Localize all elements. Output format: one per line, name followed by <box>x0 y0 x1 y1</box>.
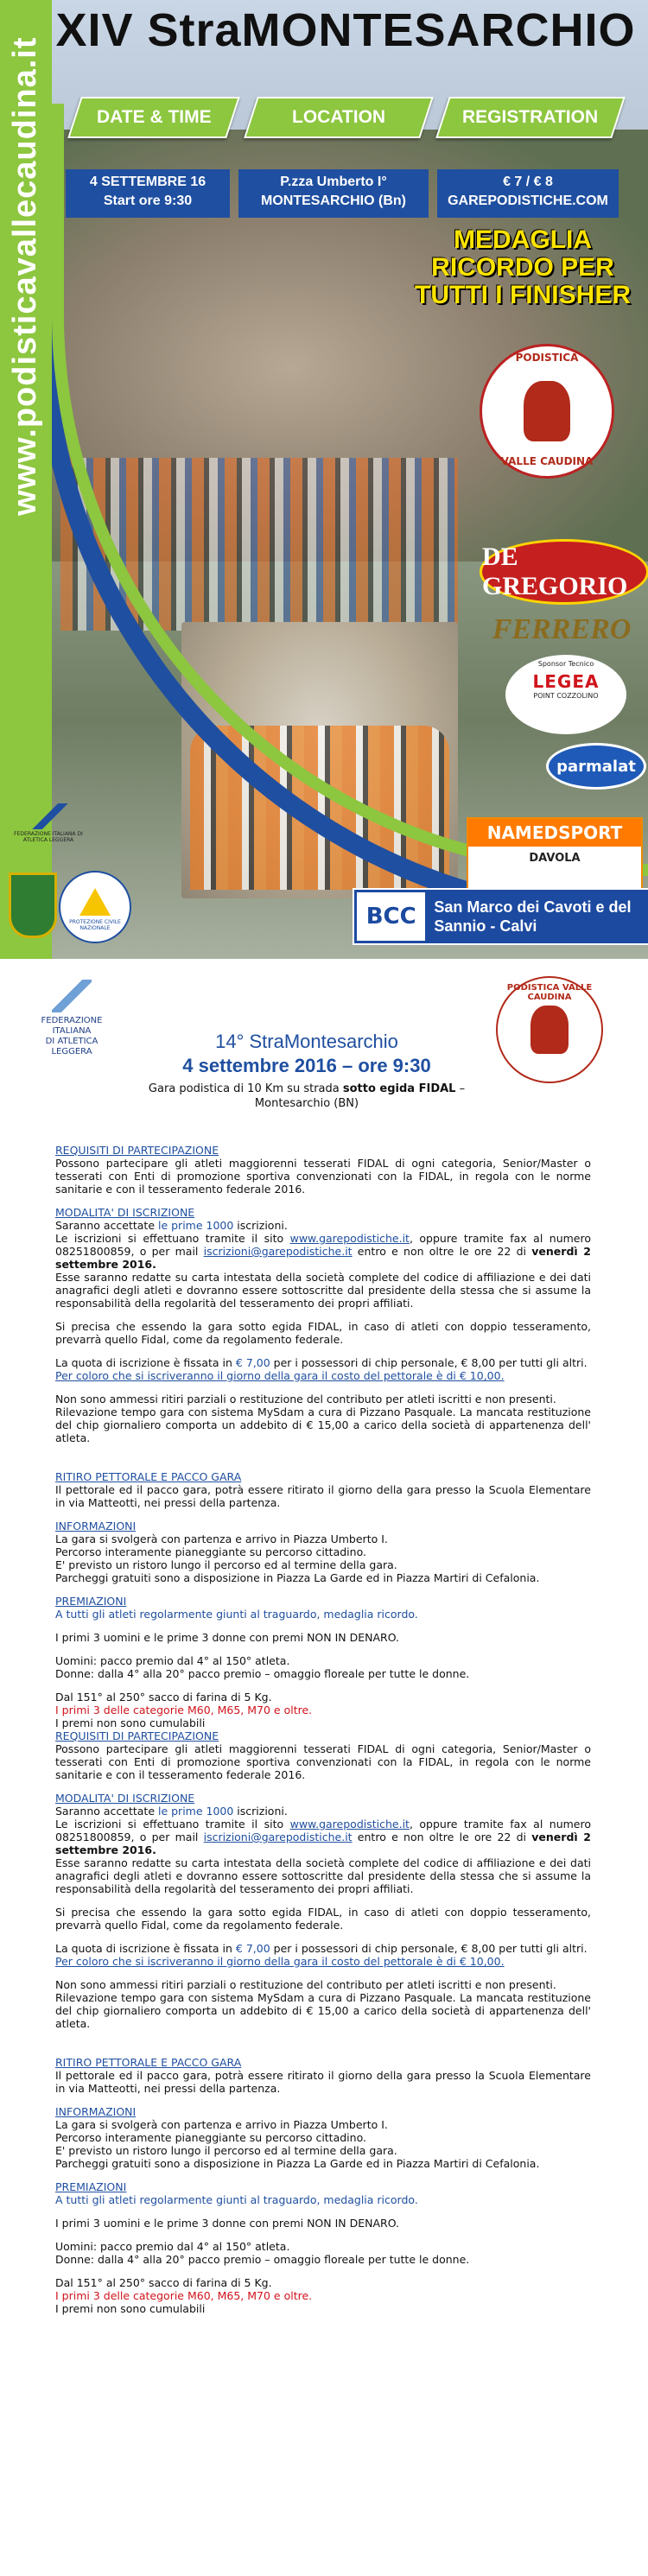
municipality-crest-icon <box>9 872 57 938</box>
fidal-mark-icon <box>52 980 92 1012</box>
sponsor-namedsport-logo: NAMEDSPORT DAVOLA <box>467 817 643 895</box>
location-info-box: P.zza Umberto I° MONTESARCHIO (Bn) <box>238 169 429 218</box>
fidal-mark-icon <box>28 803 69 829</box>
medal-banner: MEDAGLIA RICORDO PER TUTTI I FINISHER <box>415 225 631 309</box>
bcc-logo: BCC <box>357 892 425 941</box>
heading-premiazioni: PREMIAZIONI <box>55 1595 127 1608</box>
protezione-civile-logo: PROTEZIONE CIVILE NAZIONALE <box>59 871 131 943</box>
heading-premiazioni: PREMIAZIONI <box>55 2180 127 2193</box>
website-vertical-text: www.podisticavallecaudina.it <box>7 36 43 517</box>
heading-ritiro: RITIRO PETTORALE E PACCO GARA <box>55 2056 242 2069</box>
sponsor-parmalat-logo: parmalat <box>546 743 646 790</box>
bcc-text: San Marco dei Cavoti e del Sannio - Calvi <box>434 898 632 935</box>
sponsor-legea-logo: Sponsor Tecnico LEGEA POINT COZZOLINO <box>505 655 626 734</box>
document-subtitle: Gara podistica di 10 Km su strada sotto egida FIDAL – Montesarchio (BN) <box>148 1082 466 1110</box>
document-body <box>55 1144 591 2315</box>
mail-link[interactable]: iscrizioni@garepodistiche.it <box>203 1830 353 1843</box>
heading-informazioni: INFORMAZIONI <box>55 1520 137 1532</box>
protezione-triangle-icon <box>79 888 111 916</box>
sponsor-degregorio-logo: DE GREGORIO <box>480 539 648 605</box>
fidal-logo: FEDERAZIONE ITALIANA DI ATLETICA LEGGERA <box>24 980 119 1049</box>
mail-link[interactable]: iscrizioni@garepodistiche.it <box>203 1245 353 1258</box>
document-title: 14° StraMontesarchio 4 settembre 2016 – ore 9:30 <box>182 1031 431 1076</box>
heading-informazioni: INFORMAZIONI <box>55 2105 137 2118</box>
sponsor-bcc-banner <box>353 888 648 945</box>
regulation-block: REQUISITI DI PARTECIPAZIONE Possono partecipare gli atleti maggiorenni tesserati FIDAL di ogni categoria, Senior/Master o tesserati con Enti di promozione sportiva convenzionati con la FIDAL, in regola con le norme sanitarie e con il tesseramento federale 2016. MODALITA' DI ISCRIZIONE Saranno accettate le prime 1000 iscrizioni. Le iscrizioni si effettuano tramite il sito www.garepodistiche.it, oppure tramite fax al numero 08251800859, o per mail iscrizioni@garepodistiche.it entro e non oltre le ore 22 di venerdì 2 settembre 2016. Esse saranno redatte su carta intestata della società complete del codice di affiliazione e dei dati anagrafici degli atleti e dovranno essere sottoscritte dal presidente della stessa che si assume la responsabilità della regolarità del tesseramento dei propri affiliati. Si precisa che essendo la gara sotto egida FIDAL, in caso di atleti con doppio tesseramento, prevarrà quello Fidal, come da regolamento federale. La quota di iscrizione è fissata in € 7,00 per i possessori di chip personale, € 8,00 per tutti gli altri. Per coloro che si iscriveranno il giorno della gara il costo del pettorale è di € 10,00. Non sono ammessi ritiri parziali o restituzione del contributo per atleti iscritti e non presenti. Rilevazione tempo gara con sistema MySdam a cura di Pizzano Pasquale. La mancata restituzione del chip giornaliero comporta un addebito di € 15,00 a carico della società di appartenenza dell' atleta. RITIRO PETTORALE E PACCO GARA Il pettorale ed il pacco gara, potrà essere ritirato il giorno della gara presso la Scuola Elementare in via Matteotti, nei pressi della partenza. INFORMAZIONI La gara si svolgerà con partenza e arrivo in Piazza Umberto I. Percorso interamente pianeggiante su percorso cittadino. E' previsto un ristoro lungo il percorso ed al termine della gara. Parcheggi gratuiti sono a disposizione in Piazza La Garde ed in Piazza Martiri di Cefalonia. PREMIAZIONI A tutti gli atleti regolarmente giunti al traguardo, medaglia ricordo. I primi 3 uomini e le prime 3 donne con premi NON IN DENARO. Uomini: pacco premio dal 4° al 150° atleta. Donne: dalla 4° alla 20° pacco premio – omaggio floreale per tutte le donne. Dal 151° al 250° sacco di farina di 5 Kg. I primi 3 delle categorie M60, M65, M70 e oltre. I premi non sono cumulabili <box>55 1729 592 2315</box>
registration-info-box: € 7 / € 8 GAREPODISTICHE.COM <box>437 169 619 218</box>
tab-date-time: DATE & TIME <box>67 97 240 138</box>
fidal-logo-small: FEDERAZIONE ITALIANA DI ATLETICA LEGGERA <box>14 803 83 855</box>
club-logo: PODISTICA VALLE CAUDINA <box>480 344 614 479</box>
site-link[interactable]: www.garepodistiche.it <box>289 1232 410 1245</box>
site-link[interactable]: www.garepodistiche.it <box>289 1818 410 1830</box>
event-poster <box>0 0 648 959</box>
helmet-icon <box>530 1006 569 1054</box>
heading-modalita: MODALITA' DI ISCRIZIONE <box>55 1206 195 1219</box>
helmet-icon <box>524 381 570 441</box>
tab-registration: REGISTRATION <box>435 97 626 138</box>
club-logo-doc: PODISTICA VALLE CAUDINA <box>496 976 603 1083</box>
date-info-box: 4 SETTEMBRE 16 Start ore 9:30 <box>66 169 230 218</box>
heading-ritiro: RITIRO PETTORALE E PACCO GARA <box>55 1470 242 1483</box>
heading-requisiti: REQUISITI DI PARTECIPAZIONE <box>55 1729 219 1742</box>
sponsor-ferrero-logo: FERRERO <box>492 613 632 645</box>
regulation-block: REQUISITI DI PARTECIPAZIONE Possono partecipare gli atleti maggiorenni tesserati FIDAL di ogni categoria, Senior/Master o tesserati con Enti di promozione sportiva convenzionati con la FIDAL, in regola con le norme sanitarie e con il tesseramento federale 2016. MODALITA' DI ISCRIZIONE Saranno accettate le prime 1000 iscrizioni. Le iscrizioni si effettuano tramite il sito www.garepodistiche.it, oppure tramite fax al numero 08251800859, o per mail iscrizioni@garepodistiche.it entro e non oltre le ore 22 di venerdì 2 settembre 2016. Esse saranno redatte su carta intestata della società complete del codice di affiliazione e dei dati anagrafici degli atleti e dovranno essere sottoscritte dal presidente della stessa che si assume la responsabilità della regolarità del tesseramento dei propri affiliati. Si precisa che essendo la gara sotto egida FIDAL, in caso di atleti con doppio tesseramento, prevarrà quello Fidal, come da regolamento federale. La quota di iscrizione è fissata in € 7,00 per i possessori di chip personale, € 8,00 per tutti gli altri. Per coloro che si iscriveranno il giorno della gara il costo del pettorale è di € 10,00. Non sono ammessi ritiri parziali o restituzione del contributo per atleti iscritti e non presenti. Rilevazione tempo gara con sistema MySdam a cura di Pizzano Pasquale. La mancata restituzione del chip giornaliero comporta un addebito di € 15,00 a carico della società di appartenenza dell' atleta. RITIRO PETTORALE E PACCO GARA Il pettorale ed il pacco gara, potrà essere ritirato il giorno della gara presso la Scuola Elementare in via Matteotti, nei pressi della partenza. INFORMAZIONI La gara si svolgerà con partenza e arrivo in Piazza Umberto I. Percorso interamente pianeggiante su percorso cittadino. E' previsto un ristoro lungo il percorso ed al termine della gara. Parcheggi gratuiti sono a disposizione in Piazza La Garde ed in Piazza Martiri di Cefalonia. PREMIAZIONI A tutti gli atleti regolarmente giunti al traguardo, medaglia ricordo. I primi 3 uomini e le prime 3 donne con premi NON IN DENARO. Uomini: pacco premio dal 4° al 150° atleta. Donne: dalla 4° alla 20° pacco premio – omaggio floreale per tutte le donne. Dal 151° al 250° sacco di farina di 5 Kg. I primi 3 delle categorie M60, M65, M70 e oltre. I premi non sono cumulabili <box>55 1144 592 1729</box>
heading-requisiti: REQUISITI DI PARTECIPAZIONE <box>55 1144 219 1157</box>
poster-title: XIV StraMONTESARCHIO <box>55 4 636 56</box>
heading-modalita: MODALITA' DI ISCRIZIONE <box>55 1792 195 1805</box>
tab-location: LOCATION <box>244 97 434 138</box>
